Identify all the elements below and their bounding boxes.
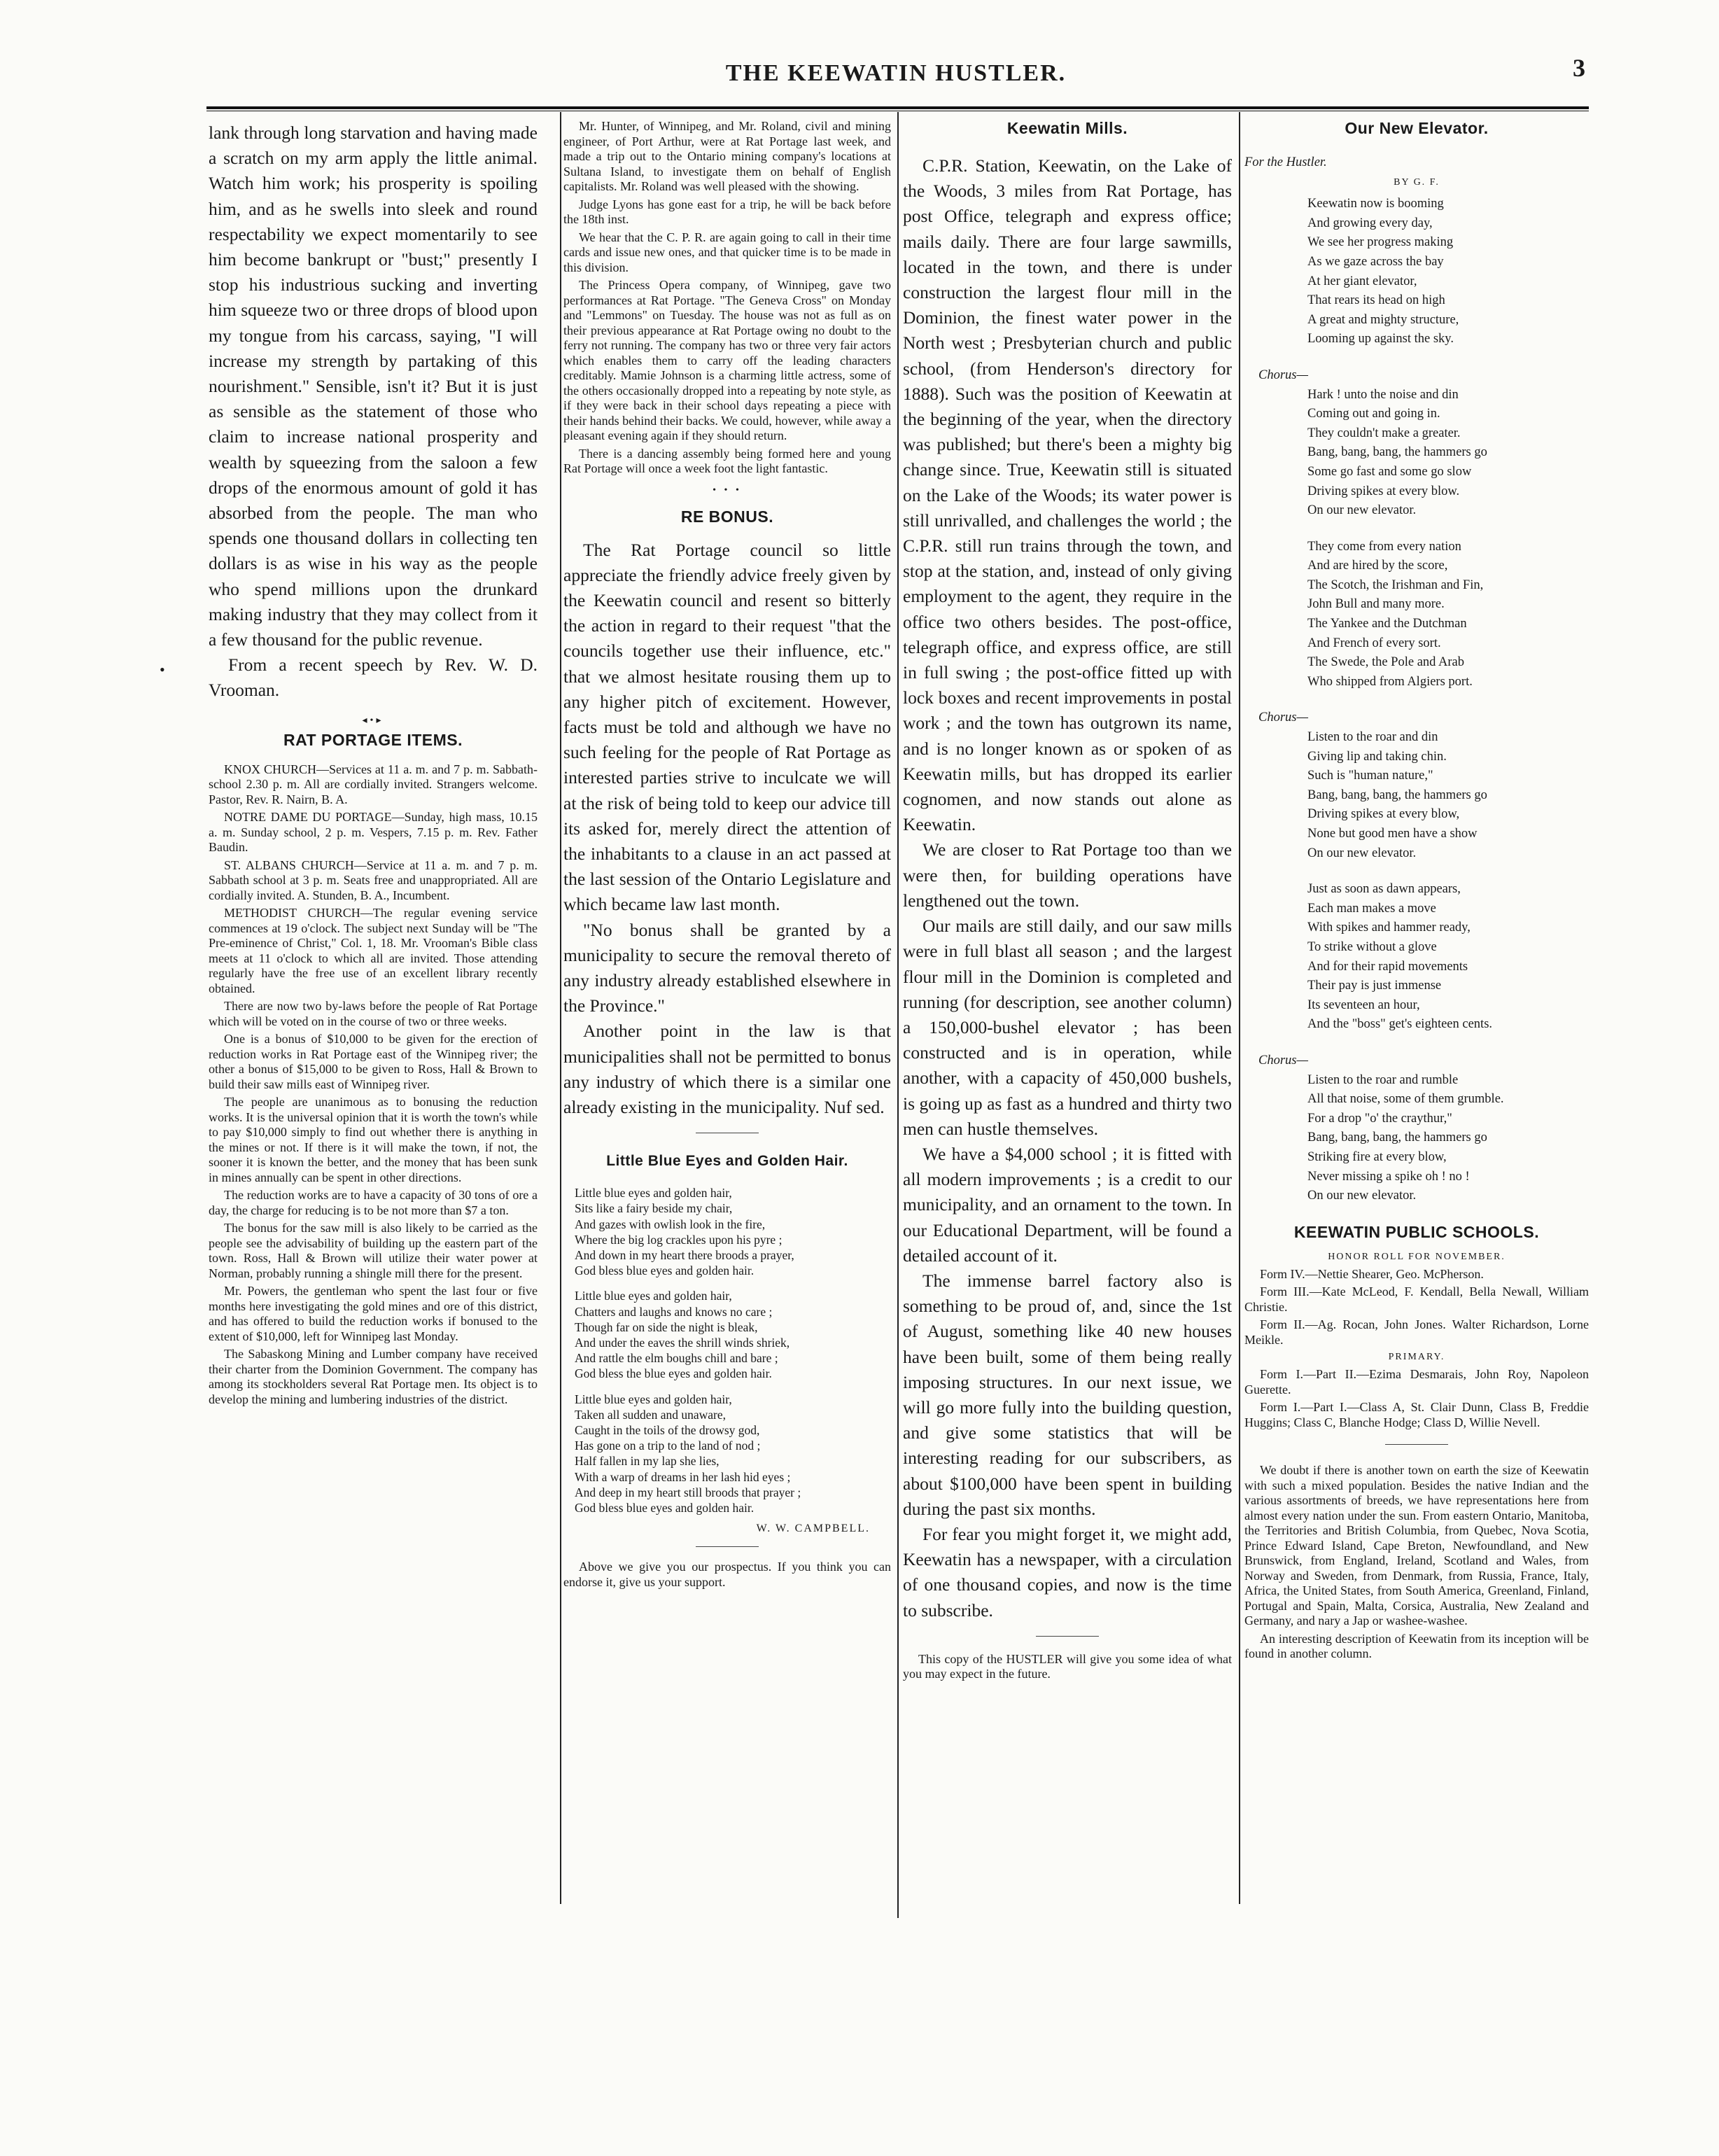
poem-line: On our new elevator. — [1307, 503, 1417, 518]
news-item: KNOX CHURCH—Services at 11 a. m. and 7 p. m. Sabbath-school 2.30 p. m. All are cordially invited. Strangers welcome. Pastor, Rev. R. Nairn, B. A. — [209, 762, 538, 806]
poem-line: They come from every nation — [1307, 539, 1461, 554]
poem-stanza — [563, 1288, 891, 1381]
poem-line: And gazes with owlish look in the fire, — [575, 1217, 766, 1231]
paragraph: Another point in the law is that municipalities shall not be permitted to bonus any industry of which there is a similar one already existing in the municipality. Nuf sed. — [563, 1021, 891, 1117]
poem-line: Bang, bang, bang, the hammers go — [1307, 1130, 1487, 1145]
section-separator: ◂•▸ — [362, 715, 384, 726]
column-rule — [897, 112, 899, 1918]
poem-line: Where the big log crackles upon his pyre ; — [575, 1232, 783, 1247]
news-item: The reduction works are to have a capacity of 30 tons of ore a day, the charge for reducing is to be not more than $7 a ton. — [209, 1188, 538, 1217]
poem-line: Has gone on a trip to the land of nod ; — [575, 1438, 761, 1453]
poem-line: With a warp of dreams in her lash hid eyes ; — [575, 1469, 791, 1484]
poem-line: That rears its head on high — [1307, 293, 1445, 308]
masthead-rule — [206, 106, 1589, 111]
news-item: There are now two by-laws before the people of Rat Portage which will be voted on in the course of two or three weeks. — [209, 999, 538, 1028]
poem-line: The Scotch, the Irishman and Fin, — [1307, 578, 1484, 592]
poem-chorus — [1244, 708, 1589, 863]
news-item: Mr. Hunter, of Winnipeg, and Mr. Roland, civil and mining engineer, of Port Arthur, were at Rat Portage last week, and made a trip out to the Ontario mining company's locations at Sultana Island, to investigate them on behalf of English capitalists. Mr. Roland was well pleased with the showing. — [563, 119, 891, 193]
poem-line: Chatters and laughs and knows no care ; — [575, 1304, 773, 1319]
paragraph: Our mails are still daily, and our saw mills were in full blast all season ; and the largest flour mill in the Dominion is completed and running (for description, see another column) a 150,000-bushel elevator ; has been constructed and is in operation, while another, with a capacity of 450,000 bushels, is going up as fast as a hundred and thirty two men can hustle themselves. — [903, 916, 1232, 1139]
poem-chorus — [1244, 1051, 1589, 1206]
re-bonus-heading: RE BONUS. — [680, 507, 774, 526]
poem-stanza — [1244, 538, 1589, 692]
poem-line: The Swede, the Pole and Arab — [1307, 655, 1464, 670]
poem-line: Though far on side the night is bleak, — [575, 1320, 758, 1334]
paragraph: Above we give you our prospectus. If you think you can endorse it, give us your support. — [563, 1560, 891, 1589]
poem-line: Their pay is just immense — [1307, 979, 1442, 993]
keewatin-mills-heading: Keewatin Mills. — [1006, 119, 1128, 137]
poem-line: The Yankee and the Dutchman — [1307, 617, 1467, 631]
poem-line: And growing every day, — [1307, 216, 1433, 230]
poem-line: Never missing a spike oh ! no ! — [1307, 1169, 1470, 1184]
poem-line: On our new elevator. — [1307, 1189, 1417, 1203]
poem-author: W. W. CAMPBELL. — [756, 1522, 870, 1535]
poem-heading: Little Blue Eyes and Golden Hair. — [606, 1153, 848, 1170]
divider — [1385, 1444, 1448, 1445]
poem-line: To strike without a glove — [1307, 939, 1437, 954]
elevator-heading: Our New Elevator. — [1345, 119, 1489, 137]
chorus-label: Chorus— — [1258, 368, 1308, 382]
poem-line: And rattle the elm boughs chill and bare ; — [575, 1351, 778, 1366]
dedication: For the Hustler. — [1244, 155, 1327, 169]
poem-line: And under the eaves the shrill winds shriek, — [575, 1336, 790, 1350]
news-item: The people are unanimous as to bonusing the reduction works. It is the universal opinion that it is worth the town's while to pay $10,000 simply to find out whether there is anything in the mines or not. If there is it will make the town, if not, the sooner it is known the better, and the money that has been sunk in mines annually can be spent in other directions. — [209, 1095, 538, 1184]
poem — [563, 1185, 891, 1536]
news-item: There is a dancing assembly being formed here and young Rat Portage will once a week foot the light fantastic. — [563, 446, 891, 475]
chorus-label: Chorus— — [1258, 1053, 1308, 1068]
poem-line: Keewatin now is booming — [1307, 197, 1444, 211]
newspaper-title: THE KEEWATIN HUSTLER. — [725, 60, 1067, 86]
poem-line: Looming up against the sky. — [1307, 332, 1454, 346]
poem-line: Taken all sudden and unaware, — [575, 1407, 726, 1422]
poem-line: And French of every sort. — [1307, 636, 1441, 650]
chorus-label: Chorus— — [1258, 710, 1308, 725]
poem-line: John Bull and many more. — [1307, 597, 1445, 612]
list-item: Form I.—Part I.—Class A, St. Clair Dunn, Class B, Freddie Huggins; Class C, Blanche Hodge; Class D, Willie Nevell. — [1244, 1400, 1589, 1429]
population-article — [1244, 1463, 1589, 1662]
paragraph: For fear you might forget it, we might add, Keewatin has a newspaper, with a circulation of one thousand copies, and now is the time to subscribe. — [903, 1523, 1232, 1620]
poem-line: Some go fast and some go slow — [1307, 464, 1472, 479]
list-item: Form III.—Kate McLeod, F. Kendall, Bella Newall, William Christie. — [1244, 1284, 1589, 1314]
poem-line: And for their rapid movements — [1307, 959, 1468, 974]
poem-line: With spikes and hammer ready, — [1307, 920, 1471, 935]
poem-line: And are hired by the score, — [1307, 559, 1448, 573]
poem-line: Little blue eyes and golden hair, — [575, 1289, 732, 1303]
divider — [1036, 1636, 1099, 1637]
rat-portage-heading: RAT PORTAGE ITEMS. — [283, 730, 463, 749]
poem-stanza — [1244, 195, 1589, 349]
news-item: We hear that the C. P. R. are again going to call in their time cards and issue new ones, and that quicker time is to be made in this division. — [563, 230, 891, 274]
list-item: Form II.—Ag. Rocan, John Jones. Walter Richardson, Lorne Meikle. — [1244, 1317, 1589, 1347]
poem-line: Listen to the roar and rumble — [1307, 1072, 1459, 1087]
masthead — [206, 54, 1585, 92]
poem-line: Caught in the toils of the drowsy god, — [575, 1423, 760, 1438]
paragraph: C.P.R. Station, Keewatin, on the Lake of the Woods, 3 miles from Rat Portage, has post Office, telegraph and express office; mails daily. There are four large sawmills, located in the town, and there is under construction the largest flour mill in the Dominion, the finest water power in the North west ; Presbyterian church and public school, (from Henderson's directory for 1888). Such was the position of Keewatin at the beginning of the year, when the directory was published; but there's been a mighty big change since. True, Keewatin still is situated on the Lake of the Woods; its water power is still unrivalled, and challenges the world ; the C.P.R. still run trains through the town, and stop at the station, and, instead of only giving employment to the agent, they require in the office two others besides. The post-office, telegraph office, and express office, are still in full swing ; the post-office fitted up with lock boxes and recent improvements in postal work ; and the town has outgrown its name, and is no longer known as or spoken of as Keewatin mills, but has dropped its earlier cognomen, and now stands out alone as Keewatin. — [903, 155, 1232, 835]
re-bonus-article — [563, 538, 891, 1121]
poem-line: On our new elevator. — [1307, 846, 1417, 860]
poem-line: Sits like a fairy beside my chair, — [575, 1201, 733, 1216]
poem-stanza — [563, 1185, 891, 1278]
attribution: From a recent speech by Rev. W. D. Vrooman. — [209, 654, 538, 701]
poem-line: God bless the blue eyes and golden hair. — [575, 1366, 772, 1381]
column-rule — [560, 112, 561, 1904]
poem-line: Driving spikes at every blow. — [1307, 484, 1460, 498]
news-item: The bonus for the saw mill is also likely to be carried as the people see the advisability of building up the eastern part of the town. Ross, Hall & Brown will utilize their water power at Norman, probably running a shingle mill there for the present. — [209, 1221, 538, 1280]
poem-line: Giving lip and taking chin. — [1307, 749, 1447, 764]
honor-roll-list — [1244, 1267, 1589, 1348]
paragraph: An interesting description of Keewatin from its inception will be found in another column. — [1244, 1631, 1589, 1661]
primary-label: PRIMARY. — [1388, 1352, 1445, 1363]
schools-heading: KEEWATIN PUBLIC SCHOOLS. — [1293, 1222, 1540, 1241]
poem-line: Bang, bang, bang, the hammers go — [1307, 788, 1487, 802]
list-item: Form I.—Part II.—Ezima Desmarais, John Roy, Napoleon Guerette. — [1244, 1367, 1589, 1396]
paragraph: We doubt if there is another town on earth the size of Keewatin with such a mixed population. Besides the native Indian and the various assortments of breeds, we have representations here from almost every nation under the sun. From eastern Ontario, Manitoba, the Territories and British Columbia, from Quebec, Nova Scotia, Prince Edward Island, Cape Breton, Newfoundland, and New Brunswick, from England, Ireland, Scotland and Wales, from Norway and Sweden, from Denmark, from Russia, France, Italy, Africa, the United States, from South America, Greenland, Finland, Portugal and Spain, Malta, Corsica, Australia, New Zealand and Germany, and nary a Jap or washee-washee. — [1244, 1463, 1589, 1628]
paragraph: This copy of the HUSTLER will give you some idea of what you may expect in the future. — [903, 1651, 1232, 1681]
poem-line: Half fallen in my lap she lies, — [575, 1454, 720, 1469]
elevator-poem — [1244, 153, 1589, 1206]
poem-line: Hark ! unto the noise and din — [1307, 387, 1459, 402]
section-separator: • • • — [713, 484, 742, 496]
paragraph: We are closer to Rat Portage too than we were then, for building operations have lengthened out the town. — [903, 839, 1232, 911]
news-item: One is a bonus of $10,000 to be given for the erection of reduction works in Rat Portage east of the Winnipeg river; the other a bonus of $15,000 to be given to Ross, Hall & Brown to build their saw mills east of Winnipeg river. — [209, 1032, 538, 1091]
poem-line: Bang, bang, bang, the hammers go — [1307, 445, 1487, 460]
primary-list — [1244, 1367, 1589, 1430]
news-item: NOTRE DAME DU PORTAGE—Sunday, high mass, 10.15 a. m. Sunday school, 2 p. m. Vespers, 7.15 p. m. Rev. Father Baudin. — [209, 810, 538, 855]
poem-line: All that noise, some of them grumble. — [1307, 1092, 1504, 1107]
poem-line: And the "boss" get's eighteen cents. — [1307, 1017, 1493, 1032]
hustler-note — [903, 1652, 1232, 1682]
poem-line: Each man makes a move — [1307, 901, 1436, 916]
honor-roll-label: HONOR ROLL FOR NOVEMBER. — [1328, 1251, 1506, 1262]
poem-line: Coming out and going in. — [1307, 407, 1440, 421]
poem-line: As we gaze across the bay — [1307, 254, 1444, 269]
poem-line: Who shipped from Algiers port. — [1307, 674, 1473, 689]
poem-chorus — [1244, 366, 1589, 521]
column-3 — [903, 119, 1232, 1685]
news-item: Judge Lyons has gone east for a trip, he will be back before the 18th inst. — [563, 197, 891, 226]
paragraph: "No bonus shall be granted by a municipality to secure the removal thereto of any industry already established elsewhere in the Province." — [563, 919, 891, 1016]
news-item: Mr. Powers, the gentleman who spent the last four or five months here investigating the gold mines and ore of this district, and has offered to build the reduction works if bonused to the extent of $10,000, left for Winnipeg last Monday. — [209, 1284, 538, 1343]
byline: BY G. F. — [1394, 176, 1440, 188]
article-continued: lank through long starvation and having made a scratch on my arm apply the little animal. Watch him work; his prosperity is spoiling him, and as he swells into sleek and round respectability we expect momentarily to see him become bankrupt or "bust;" presently I stop his industrious sucking and inverting him squeeze two or three drops of blood upon my tongue from his carcass, saying, "I will increase my strength by partaking of this nourishment." Sensible, isn't it? But it is just as sensible as the statement of those who claim to increase national prosperity and wealth by squeezing from the saloon a few drops of the enormous amount of gold it has absorbed from the people. The man who spends one thousand dollars in collecting ten dollars is as wise in his way as the people who spend millions upon the drunkard making industry that they may collect from it a few thousand for the public revenue. — [209, 122, 538, 650]
poem-line: A great and mighty structure, — [1307, 312, 1459, 327]
poem-line: Its seventeen an hour, — [1307, 997, 1420, 1012]
divider — [696, 1546, 759, 1547]
poem-line: God bless blue eyes and golden hair. — [575, 1264, 755, 1278]
news-item: The Sabaskong Mining and Lumber company have received their charter from the Dominion Government. The company has among its stockholders several Rat Portage men. Its object is to develop the mining and lumbering industries of the district. — [209, 1347, 538, 1406]
paragraph: The Rat Portage council so little appreciate the friendly advice freely given by the Keewatin council and resent so bitterly the action in regard to their request "that the councils together use their influence, etc." that we almost hesitate rousing them up to any higher pitch of excitement. However, facts must be told and although we have no such feeling for the people of Rat Portage as interested parties strive to inculcate we will at the risk of being told to keep our advice till its asked for, merely direct the attention of the inhabitants to a clause in an act passed at the last session of the Ontario Legislature and which became law last month. — [563, 539, 891, 915]
poem-line: Such is "human nature," — [1307, 769, 1433, 783]
column-2 — [563, 119, 891, 1592]
poem-line: None but good men have a show — [1307, 827, 1478, 841]
paragraph: The immense barrel factory also is something to be proud of, and, since the 1st of August, something like 40 new houses have been built, some of them being really imposing structures. In our next issue, we will go more fully into the building question, and give some statistics that will be interesting reading for our subscribers, as about $100,000 have been spent in building during the past six months. — [903, 1270, 1232, 1519]
list-item: Form IV.—Nettie Shearer, Geo. McPherson. — [1260, 1266, 1484, 1281]
poem-line: Just as soon as dawn appears, — [1307, 882, 1461, 897]
poem-line: Little blue eyes and golden hair, — [575, 1392, 732, 1406]
poem-line: We see her progress making — [1307, 235, 1454, 250]
poem-line: And down in my heart there broods a prayer, — [575, 1247, 794, 1262]
keewatin-mills-article — [903, 153, 1232, 1623]
margin-mark: • — [160, 661, 165, 678]
page-number: 3 — [1573, 54, 1585, 82]
poem-line: They couldn't make a greater. — [1307, 426, 1461, 440]
prospectus-note — [563, 1560, 891, 1590]
poem-line: God bless blue eyes and golden hair. — [575, 1501, 755, 1516]
poem-line: At her giant elevator, — [1307, 274, 1417, 288]
poem-line: Driving spikes at every blow, — [1307, 807, 1460, 822]
poem-line: And deep in my heart still broods that prayer ; — [575, 1485, 801, 1499]
column-4 — [1244, 119, 1589, 1665]
news-item: The Princess Opera company, of Winnipeg, gave two performances at Rat Portage. "The Geneva Cross" on Monday and "Lemmons" on Tuesday. The house was not as full as on their previous appearance at Rat Portage owing no doubt to the ferry not running. The company has two or three very fair actors which enables them to carry off the leading characters creditably. Mamie Johnson is a charming little actress, some of the others occasionally dropped into a repeating by note style, as if they were back in their school days repeating a piece with their hands behind their backs. We could, however, while away a pleasant evening again if they should return. — [563, 278, 891, 442]
news-item: ST. ALBANS CHURCH—Service at 11 a. m. and 7 p. m. Sabbath school at 3 p. m. Seats free and unappropriated. All are cordially invited. A. Stunden, B. A., Incumbent. — [209, 858, 538, 902]
poem-line: Little blue eyes and golden hair, — [575, 1186, 732, 1200]
paragraph: We have a $4,000 school ; it is fitted with all modern improvements ; is a credit to our municipality, and an ornament to the town. In our Educational Department, will be found a detailed account of it. — [903, 1143, 1232, 1266]
rat-portage-items — [209, 762, 538, 1408]
news-item: METHODIST CHURCH—The regular evening service commences at 19 o'clock. The subject next Sunday will be "The Pre-eminence of Christ," Col. 1, 18. Mr. Vrooman's Bible class meets at 11 o'clock to which all are invited. Those attending regularly have the free use of an excellent library recently obtained. — [209, 906, 538, 995]
column-1 — [209, 119, 538, 1410]
rat-portage-items-continued — [563, 119, 891, 477]
poem-stanza — [1244, 880, 1589, 1035]
poem-line: Listen to the roar and din — [1307, 730, 1438, 745]
poem-line: For a drop "o' the craythur," — [1307, 1111, 1452, 1126]
column-rule — [1239, 112, 1240, 1904]
poem-stanza — [563, 1392, 891, 1516]
poem-line: Striking fire at every blow, — [1307, 1149, 1447, 1164]
